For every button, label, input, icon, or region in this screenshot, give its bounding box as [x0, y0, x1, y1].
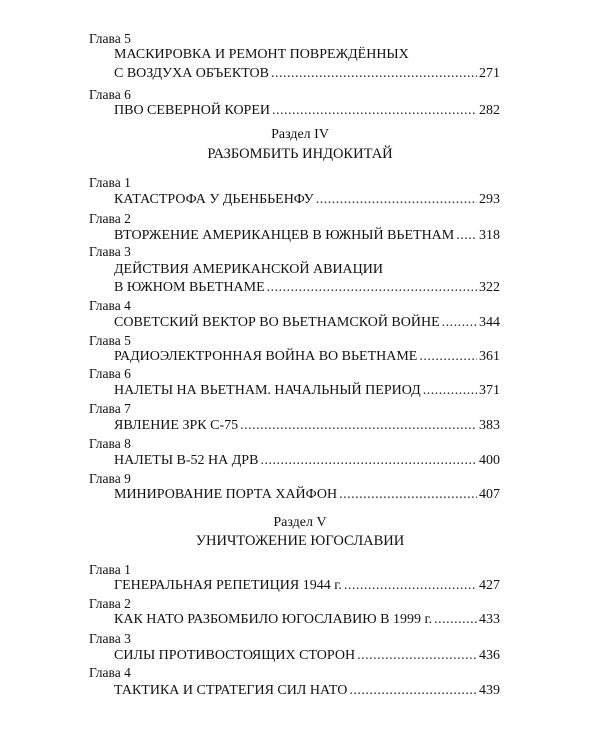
page-number: 322 [479, 280, 500, 295]
chapter-label: Глава 2 [89, 211, 131, 226]
toc-entry[interactable] [114, 279, 500, 297]
chapter-label: Глава 3 [89, 631, 131, 646]
chapter-label: Глава 6 [89, 87, 131, 102]
chapter-label: Глава 1 [89, 175, 131, 190]
toc-entry[interactable] [114, 227, 500, 245]
chapter-label: Глава 5 [89, 333, 131, 348]
page-number: 282 [479, 103, 500, 118]
chapter-label: Глава 9 [89, 471, 131, 486]
page-number: 383 [479, 418, 500, 433]
chapter-title: СИЛЫ ПРОТИВОСТОЯЩИХ СТОРОН [114, 648, 356, 663]
chapter-label: Глава 7 [89, 401, 131, 416]
toc-entry[interactable] [114, 382, 500, 400]
dot-leader [419, 348, 477, 366]
toc-entry[interactable] [114, 647, 500, 665]
chapter-title: КАК НАТО РАЗБОМБИЛО ЮГОСЛАВИЮ В 1999 г. [114, 612, 433, 627]
toc-entry[interactable] [114, 611, 500, 629]
chapter-title: КАТАСТРОФА У ДЬЕНБЬЕНФУ [114, 192, 314, 207]
toc-entry[interactable] [114, 191, 500, 209]
chapter-title-line1: МАСКИРОВКА И РЕМОНТ ПОВРЕЖДЁННЫХ [114, 47, 409, 62]
page-number: 271 [479, 66, 500, 81]
dot-leader [339, 486, 477, 504]
chapter-title: ВТОРЖЕНИЕ АМЕРИКАНЦЕВ В ЮЖНЫЙ ВЬЕТНАМ [114, 228, 455, 243]
toc-entry[interactable] [114, 314, 500, 332]
dot-leader [344, 577, 477, 595]
dot-leader [267, 279, 477, 297]
chapter-label: Глава 6 [89, 366, 131, 381]
chapter-title: ЯВЛЕНИЕ ЗРК С-75 [114, 418, 239, 433]
section-title: РАЗБОМБИТЬ ИНДОКИТАЙ [207, 146, 393, 162]
chapter-label: Глава 4 [89, 665, 131, 680]
toc-entry[interactable] [114, 65, 500, 83]
dot-leader [240, 417, 477, 435]
toc-entry[interactable] [114, 348, 500, 366]
chapter-title: ТАКТИКА И СТРАТЕГИЯ СИЛ НАТО [114, 683, 348, 698]
chapter-label: Глава 8 [89, 436, 131, 451]
chapter-title: С ВОЗДУХА ОБЪЕКТОВ [114, 66, 270, 81]
page-number: 344 [479, 315, 500, 330]
chapter-title: ПВО СЕВЕРНОЙ КОРЕИ [114, 103, 271, 118]
dot-leader [260, 452, 477, 470]
section-title: УНИЧТОЖЕНИЕ ЮГОСЛАВИИ [195, 533, 405, 549]
chapter-title-line1: ДЕЙСТВИЯ АМЕРИКАНСКОЙ АВИАЦИИ [114, 262, 384, 277]
section-label: Раздел V [273, 515, 327, 530]
chapter-label: Глава 5 [89, 31, 131, 46]
dot-leader [349, 682, 477, 700]
toc-entry[interactable] [114, 417, 500, 435]
chapter-title: РАДИОЭЛЕКТРОННАЯ ВОЙНА ВО ВЬЕТНАМЕ [114, 349, 418, 364]
chapter-label: Глава 3 [89, 244, 131, 259]
chapter-title: ГЕНЕРАЛЬНАЯ РЕПЕТИЦИЯ 1944 г. [114, 578, 342, 593]
dot-leader [434, 611, 477, 629]
dot-leader [357, 647, 477, 665]
page-number: 400 [479, 453, 500, 468]
page-number: 433 [479, 612, 500, 627]
chapter-label: Глава 2 [89, 596, 131, 611]
page-number: 439 [479, 683, 500, 698]
chapter-title: СОВЕТСКИЙ ВЕКТОР ВО ВЬЕТНАМСКОЙ ВОЙНЕ [114, 315, 440, 330]
chapter-title: МИНИРОВАНИЕ ПОРТА ХАЙФОН [114, 487, 338, 502]
dot-leader [316, 191, 477, 209]
dot-leader [456, 227, 477, 245]
page-number: 436 [479, 648, 500, 663]
page-number: 293 [479, 192, 500, 207]
chapter-label: Глава 4 [89, 298, 131, 313]
page-number: 371 [479, 383, 500, 398]
chapter-label: Глава 1 [89, 562, 131, 577]
dot-leader [272, 102, 477, 120]
page-number: 318 [479, 228, 500, 243]
dot-leader [423, 382, 477, 400]
page-number: 361 [479, 349, 500, 364]
toc-entry[interactable] [114, 452, 500, 470]
toc-entry[interactable] [114, 486, 500, 504]
dot-leader [271, 65, 477, 83]
page-number: 427 [479, 578, 500, 593]
page-number: 407 [479, 487, 500, 502]
section-label: Раздел IV [271, 127, 329, 142]
dot-leader [442, 314, 477, 332]
chapter-title: НАЛЕТЫ B-52 НА ДРВ [114, 453, 259, 468]
chapter-title: НАЛЕТЫ НА ВЬЕТНАМ. НАЧАЛЬНЫЙ ПЕРИОД [114, 383, 421, 398]
toc-entry[interactable] [114, 577, 500, 595]
toc-entry[interactable] [114, 682, 500, 700]
chapter-title: В ЮЖНОМ ВЬЕТНАМЕ [114, 280, 265, 295]
toc-entry[interactable] [114, 102, 500, 120]
